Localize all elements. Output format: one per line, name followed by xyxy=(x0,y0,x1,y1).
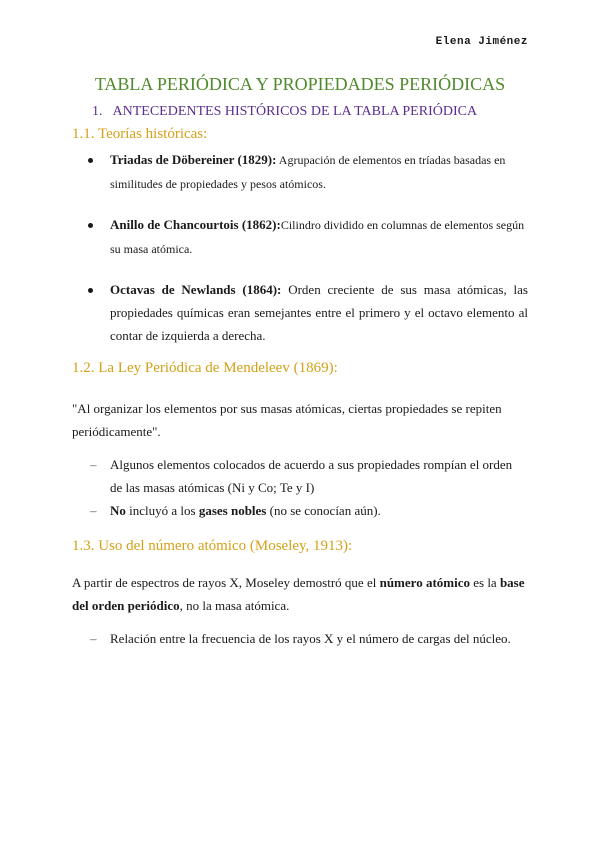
subsection-1-1-heading: 1.1. Teorías históricas: xyxy=(72,126,208,142)
item-text: Relación entre la frecuencia de los rayos X y el número de cargas del núcleo. xyxy=(110,631,511,646)
section-1-title: ANTECEDENTES HISTÓRICOS DE LA TABLA PERIÓDICA xyxy=(112,104,478,119)
list-item xyxy=(88,148,528,196)
item-text: Algunos elementos colocados de acuerdo a sus propiedades rompían el orden de las masas atómicas (Ni y Co; Te y I) xyxy=(110,457,513,495)
subsection-1-3-heading: 1.3. Uso del número atómico (Moseley, 1913): xyxy=(72,538,353,554)
subsection-1-2-heading: 1.2. La Ley Periódica de Mendeleev (1869): xyxy=(72,360,338,376)
page-title: TABLA PERIÓDICA Y PROPIEDADES PERIÓDICAS xyxy=(94,74,506,94)
item-text-part: incluyó a los xyxy=(125,503,199,518)
item-description: Orden creciente de sus masa atómicas, las propiedades químicas eran semejantes entre el primero y el octavo elemento al contar de izquierda a derecha. xyxy=(110,282,528,343)
para-bold: número atómico xyxy=(379,575,470,590)
item-term: Anillo de Chancourtois (1862): xyxy=(110,217,281,232)
bullet-icon xyxy=(88,158,93,163)
item-description: Cilindro dividido en columnas de elementos según su masa atómica. xyxy=(110,218,525,256)
para-text: A partir de espectros de rayos X, Moseley demostró que el xyxy=(72,575,380,590)
section-1-number: 1. xyxy=(92,104,103,119)
bullet-icon xyxy=(88,223,93,228)
para-text: , no la masa atómica. xyxy=(179,598,290,613)
dash-icon: – xyxy=(90,457,97,472)
bullet-icon xyxy=(88,288,93,293)
para-text: es la xyxy=(469,575,500,590)
item-description: Agrupación de elementos en tríadas basadas en similitudes de propiedades y pesos atómicos. xyxy=(110,153,506,191)
list-item xyxy=(88,213,528,261)
dash-icon: – xyxy=(90,631,97,646)
item-bold: No xyxy=(110,503,126,518)
mendeleev-quote: "Al organizar los elementos por sus masas atómicas, ciertas propiedades se repiten periódicamente". xyxy=(72,401,502,439)
item-term: Octavas de Newlands (1864): xyxy=(110,282,282,297)
list-item xyxy=(90,499,520,522)
para-bold: base del orden periódico xyxy=(72,575,525,613)
moseley-paragraph xyxy=(72,571,530,617)
item-bold: gases nobles xyxy=(198,503,267,518)
list-item xyxy=(90,453,520,499)
item-term: Triadas de Döbereiner (1829): xyxy=(110,152,277,167)
item-text xyxy=(110,499,520,522)
item-text-part: (no se conocían aún). xyxy=(266,503,381,518)
list-item xyxy=(90,627,520,650)
list-item xyxy=(88,278,528,347)
section-1-heading xyxy=(92,104,477,120)
author-name: Elena Jiménez xyxy=(435,36,528,48)
dash-icon: – xyxy=(90,503,97,518)
